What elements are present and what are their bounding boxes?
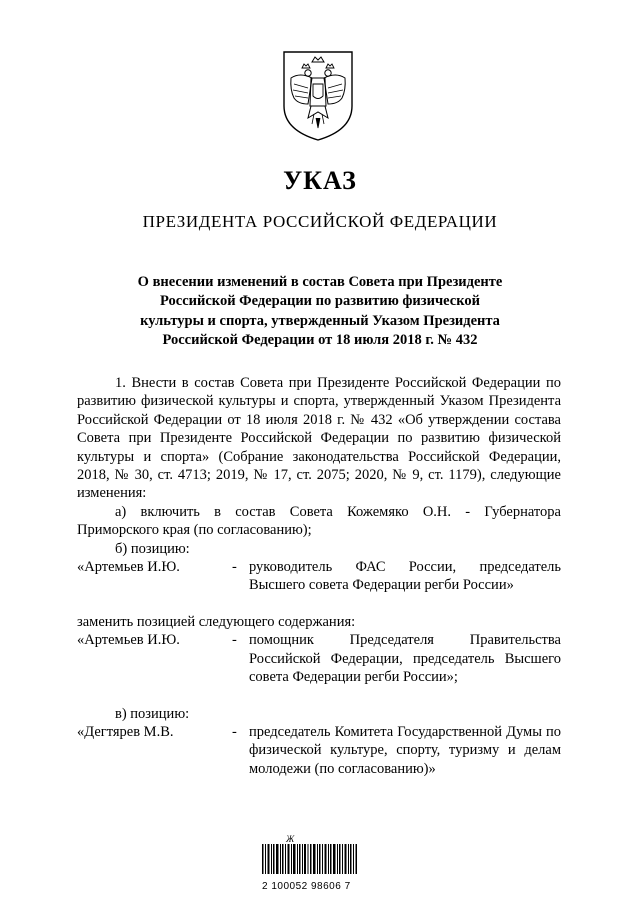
position-description: помощник Председателя Правительства Российской Федерации, председатель Высшего совета Федерации регби России»;	[249, 632, 561, 686]
item-b: б) позицию:	[115, 540, 190, 557]
decree-body	[77, 374, 561, 778]
barcode-number: 2 100052 98606 7	[262, 881, 351, 892]
position-dash: -	[232, 632, 237, 649]
position-name: «Артемьев И.Ю.	[77, 559, 180, 576]
position-entry-old	[77, 558, 561, 595]
heading-line: Российской Федерации от 18 июля 2018 г. № 432	[162, 331, 478, 348]
barcode-block	[262, 834, 362, 892]
replace-text: заменить позицией следующего содержания:	[77, 613, 356, 630]
position-description: руководитель ФАС России, председатель Высшего совета Федерации регби России»	[249, 559, 561, 594]
position-entry-degtyarev	[77, 723, 561, 778]
heading-line: Российской Федерации по развитию физической	[160, 293, 480, 310]
paragraph-1: 1. Внести в состав Совета при Президенте Российской Федерации по развитию физической культуры и спорта, утвержденный Указом Президента Российской Федерации от 18 июля 2018 г. № 432 «Об утверждении состава Совета при Президенте Российской Федерации по развитию физической культуры и спорта» (Собрание законодательства Российской Федерации, 2018, № 30, ст. 4713; 2019, № 17, ст. 2075; 2020, № 9, ст. 1179), следующие изменения:	[77, 375, 561, 502]
position-description: председатель Комитета Государственной Думы по физической культуре, спорту, туризму и делам молодежи (по согласованию)»	[249, 723, 561, 777]
position-dash: -	[232, 723, 237, 740]
item-a: а) включить в состав Совета Кожемяко О.Н. - Губернатора Приморского края (по согласованию);	[77, 503, 561, 539]
handwritten-mark: Ж	[286, 834, 295, 844]
document-subtitle: ПРЕЗИДЕНТА РОССИЙСКОЙ ФЕДЕРАЦИИ	[142, 212, 498, 231]
coat-of-arms-icon	[278, 48, 358, 143]
document-title: УКАЗ	[283, 166, 357, 195]
position-dash: -	[232, 559, 237, 576]
position-entry-new	[77, 631, 561, 686]
heading-line: О внесении изменений в состав Совета при Президенте	[137, 274, 503, 290]
decree-heading	[96, 273, 544, 350]
heading-line: культуры и спорта, утвержденный Указом Президента	[140, 312, 500, 329]
item-c: в) позицию:	[115, 705, 190, 722]
position-name: «Дегтярев М.В.	[77, 723, 174, 740]
barcode-icon	[262, 844, 358, 874]
position-name: «Артемьев И.Ю.	[77, 632, 180, 649]
